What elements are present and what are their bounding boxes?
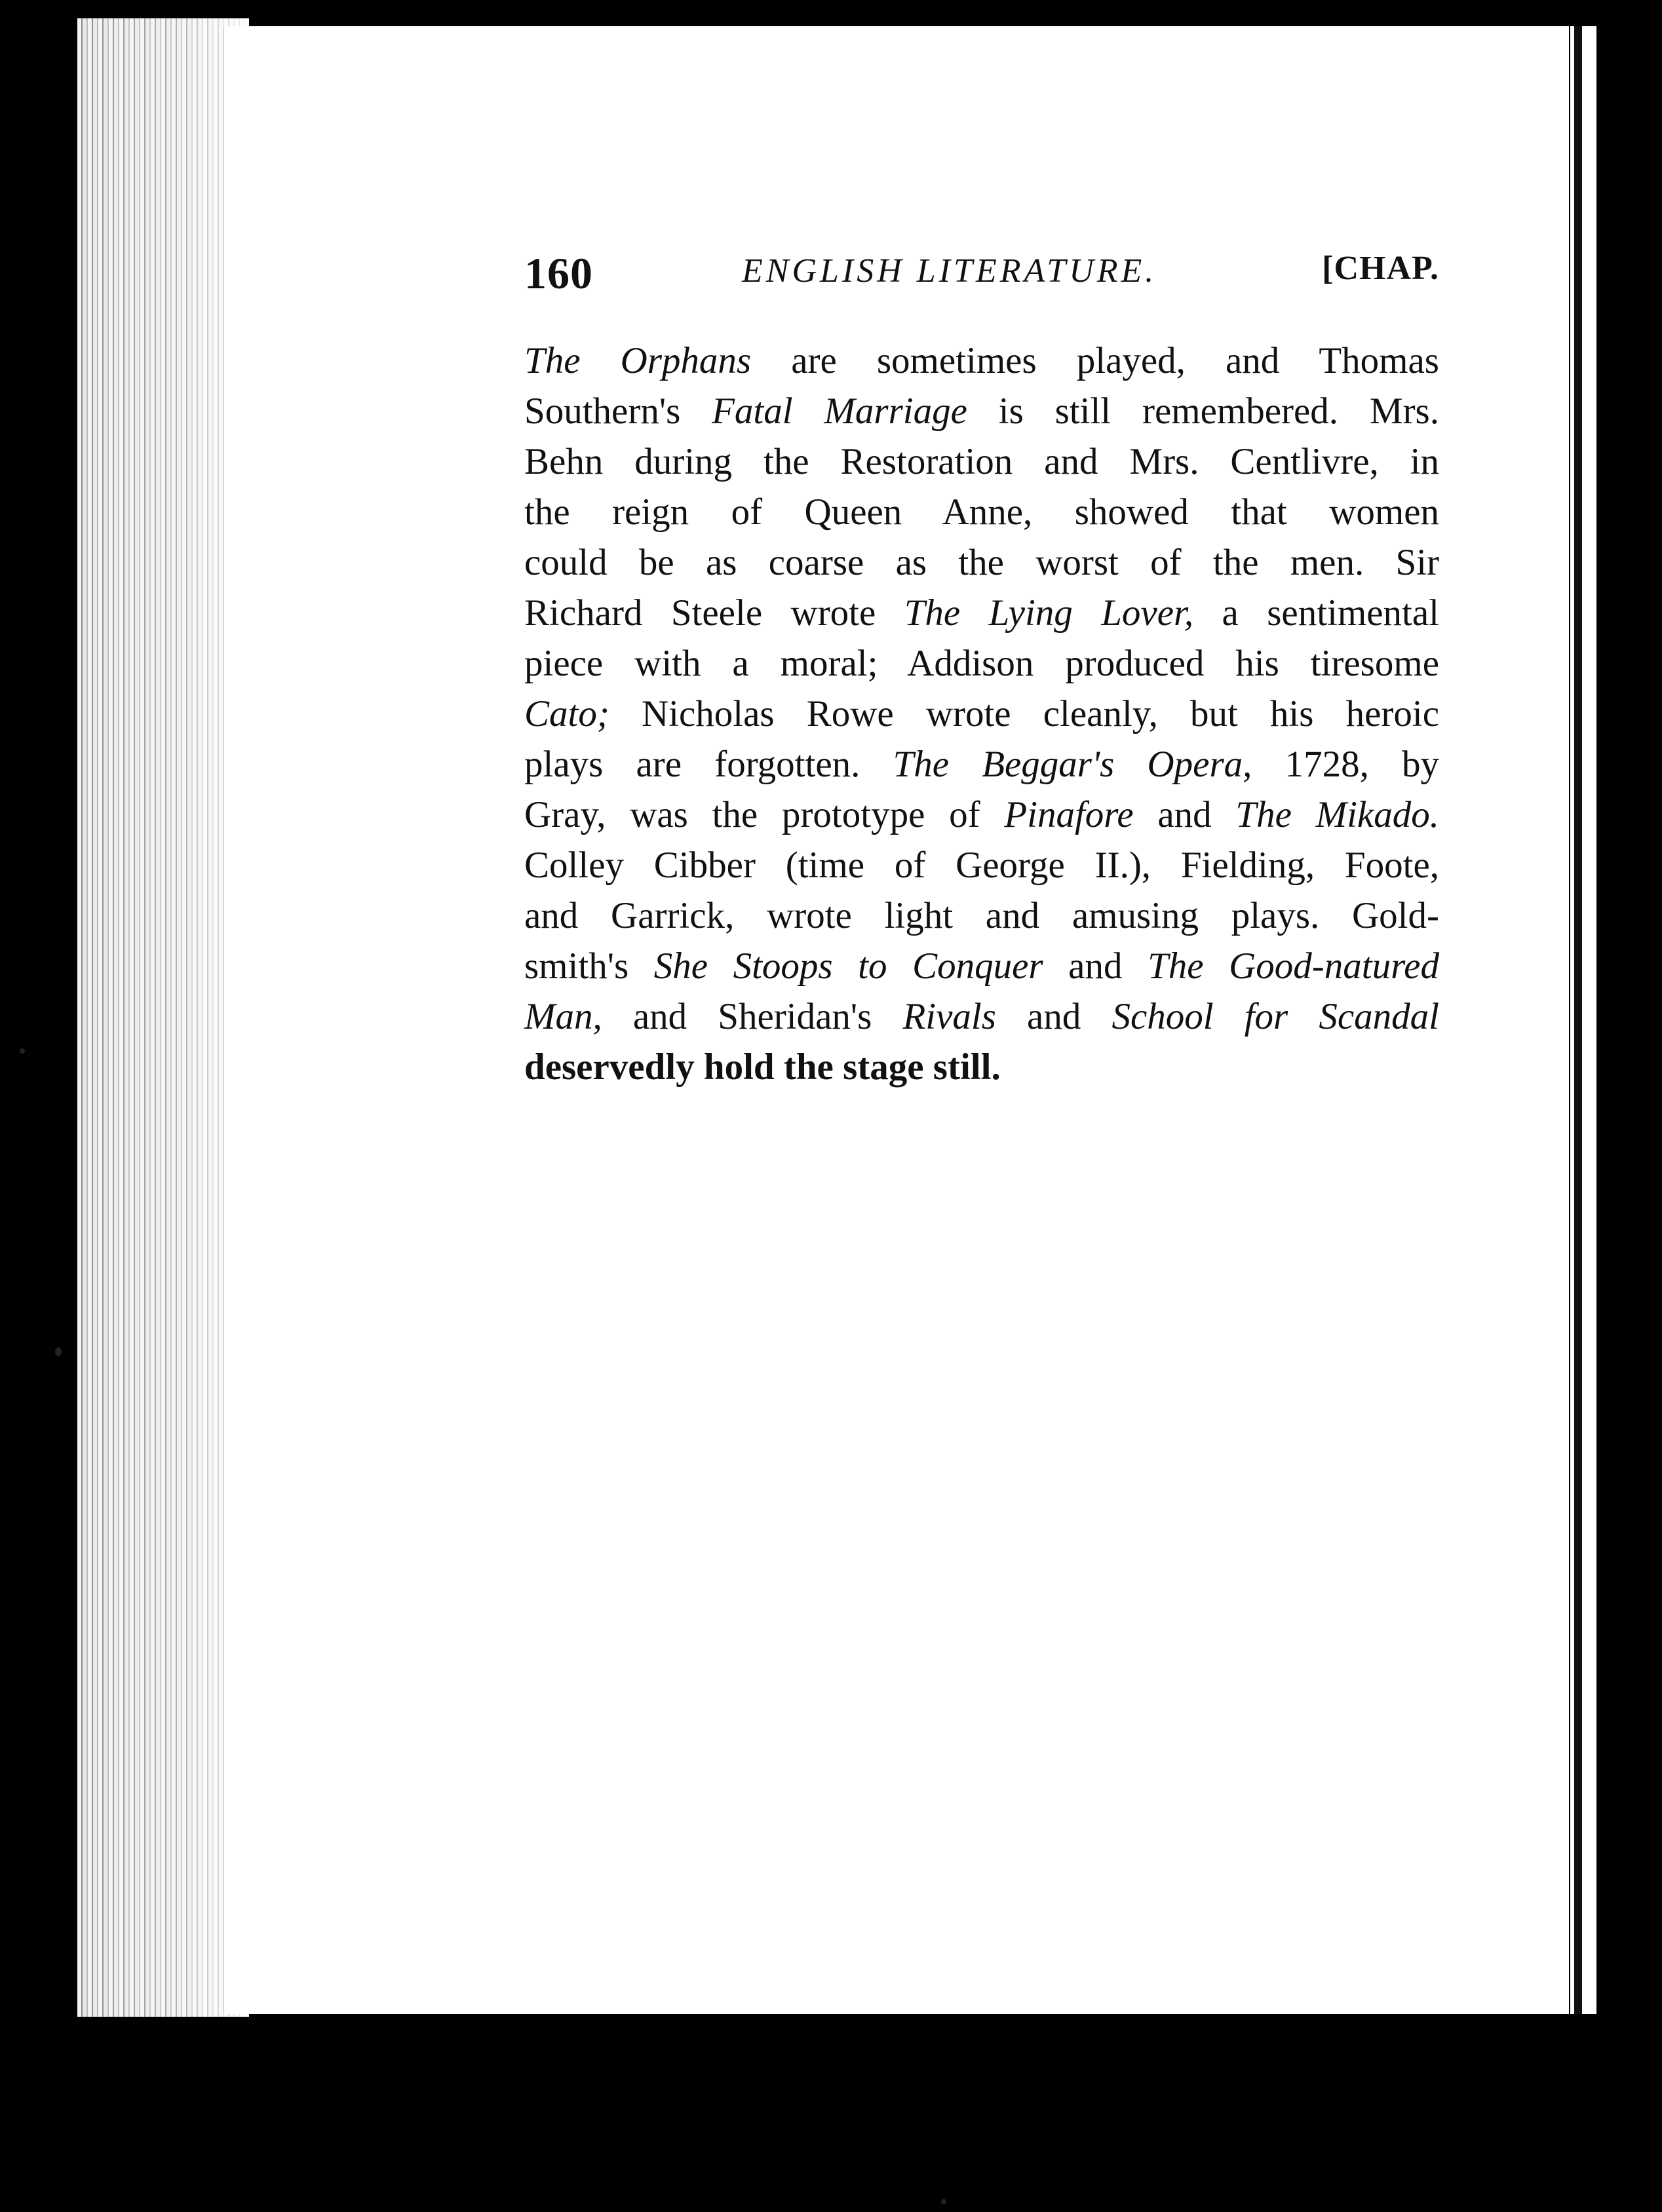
running-head-title: ENGLISH LITERATURE. <box>742 252 1157 290</box>
text-run: and <box>995 996 1112 1037</box>
text-line <box>524 487 1439 537</box>
text-run: smith's <box>524 945 654 987</box>
text-run: Southern's <box>524 391 712 432</box>
text-run: a sentimental <box>1193 592 1439 634</box>
text-line <box>524 941 1439 991</box>
text-run: could be as coarse as the worst of the men. Sir <box>524 542 1439 583</box>
text-line <box>524 790 1439 840</box>
italic-title: The Beggar's Opera, <box>893 744 1252 785</box>
text-run: plays are forgotten. <box>524 744 893 785</box>
text-run: Gray, was the prototype of <box>524 794 1005 835</box>
text-run: and Sheridan's <box>602 996 903 1037</box>
italic-title: Cato; <box>524 693 609 734</box>
text-line <box>524 689 1439 739</box>
italic-title: She Stoops to Conquer <box>653 945 1043 987</box>
scan-speck <box>941 2199 946 2204</box>
text-line <box>524 1042 1439 1092</box>
text-run: and <box>1043 945 1148 987</box>
text-run: Colley Cibber (time of George II.), Fielding, Foote, <box>524 845 1439 886</box>
italic-title: The Good-natured <box>1148 945 1439 987</box>
italic-title: Pinafore <box>1004 794 1134 835</box>
text-line <box>524 991 1439 1042</box>
italic-title: Rivals <box>902 996 996 1037</box>
italic-title: The Lying Lover, <box>904 592 1194 634</box>
italic-title: School for Scandal <box>1111 996 1439 1037</box>
running-head-chapter: [CHAP. <box>1322 250 1439 287</box>
text-run: deservedly hold the stage still. <box>524 1046 1001 1088</box>
gutter-shadow <box>1574 26 1582 2014</box>
text-line <box>524 890 1439 941</box>
running-head <box>524 248 1439 307</box>
text-run: and Garrick, wrote light and amusing plays. Gold- <box>524 895 1439 936</box>
text-run: the reign of Queen Anne, showed that women <box>524 491 1439 533</box>
text-run: 1728, by <box>1252 744 1439 785</box>
text-run: Nicholas Rowe wrote cleanly, but his heroic <box>609 693 1439 734</box>
text-line <box>524 588 1439 638</box>
page-number: 160 <box>524 248 593 298</box>
italic-title: The Orphans <box>524 340 752 381</box>
text-run: is still remembered. Mrs. <box>967 391 1439 432</box>
italic-title: Fatal Marriage <box>712 391 967 432</box>
text-line <box>524 840 1439 890</box>
text-line <box>524 386 1439 436</box>
italic-title: Man, <box>524 996 602 1037</box>
italic-title: The Mikado. <box>1235 794 1439 835</box>
text-run: Richard Steele wrote <box>524 592 904 634</box>
text-line <box>524 537 1439 588</box>
text-run: and <box>1133 794 1236 835</box>
text-line <box>524 638 1439 689</box>
scan-speck <box>55 1347 62 1356</box>
text-line <box>524 739 1439 790</box>
scan-speck <box>20 1048 25 1054</box>
body-paragraph <box>524 335 1439 1092</box>
text-line <box>524 335 1439 386</box>
text-run: piece with a moral; Addison produced his tiresome <box>524 643 1439 684</box>
text-run: Behn during the Restoration and Mrs. Centlivre, in <box>524 441 1439 482</box>
text-run: are sometimes played, and Thomas <box>751 340 1439 381</box>
text-line <box>524 436 1439 487</box>
